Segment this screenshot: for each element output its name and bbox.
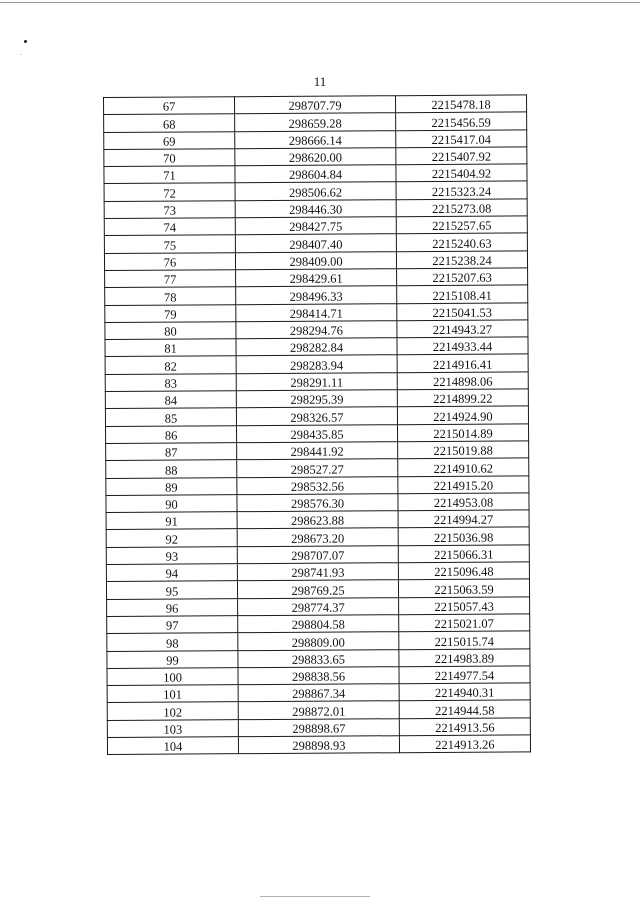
y-coordinate-cell: 2215014.89 bbox=[398, 424, 529, 442]
point-number-cell: 82 bbox=[105, 356, 236, 374]
table-row bbox=[104, 251, 527, 271]
table-row bbox=[107, 631, 530, 651]
table-row bbox=[107, 614, 530, 634]
table-row bbox=[107, 735, 530, 755]
y-coordinate-cell: 2215207.63 bbox=[397, 268, 528, 286]
x-coordinate-cell: 298898.67 bbox=[238, 718, 399, 736]
x-coordinate-cell: 298838.56 bbox=[238, 666, 399, 684]
point-number-cell: 69 bbox=[104, 131, 235, 149]
x-coordinate-cell: 298666.14 bbox=[235, 130, 396, 148]
y-coordinate-cell: 2215273.08 bbox=[396, 199, 527, 217]
x-coordinate-cell: 298741.93 bbox=[237, 563, 398, 581]
y-coordinate-cell: 2215240.63 bbox=[396, 233, 527, 251]
y-coordinate-cell: 2215257.65 bbox=[396, 216, 527, 234]
table-row bbox=[104, 199, 527, 219]
x-coordinate-cell: 298446.30 bbox=[235, 199, 396, 217]
point-number-cell: 78 bbox=[105, 287, 236, 305]
y-coordinate-cell: 2215404.92 bbox=[396, 164, 527, 182]
point-number-cell: 95 bbox=[106, 581, 237, 599]
y-coordinate-cell: 2214924.90 bbox=[397, 406, 528, 424]
point-number-cell: 67 bbox=[104, 97, 235, 115]
point-number-cell: 88 bbox=[106, 460, 237, 478]
table-row bbox=[104, 164, 527, 184]
table-row bbox=[105, 302, 528, 322]
y-coordinate-cell: 2214944.58 bbox=[399, 700, 530, 718]
x-coordinate-cell: 298707.07 bbox=[237, 545, 398, 563]
table-row bbox=[104, 216, 527, 236]
y-coordinate-cell: 2214940.31 bbox=[399, 683, 530, 701]
point-number-cell: 83 bbox=[105, 373, 236, 391]
x-coordinate-cell: 298496.33 bbox=[236, 286, 397, 304]
y-coordinate-cell: 2214915.20 bbox=[398, 475, 529, 493]
y-coordinate-cell: 2214916.41 bbox=[397, 354, 528, 372]
point-number-cell: 77 bbox=[105, 270, 236, 288]
y-coordinate-cell: 2215041.53 bbox=[397, 302, 528, 320]
x-coordinate-cell: 298620.00 bbox=[235, 148, 396, 166]
point-number-cell: 84 bbox=[105, 391, 236, 409]
y-coordinate-cell: 2214943.27 bbox=[397, 320, 528, 338]
y-coordinate-cell: 2215015.74 bbox=[399, 631, 530, 649]
point-number-cell: 68 bbox=[104, 114, 235, 132]
y-coordinate-cell: 2214977.54 bbox=[399, 666, 530, 684]
table-row bbox=[105, 268, 528, 288]
table-row bbox=[106, 510, 529, 530]
x-coordinate-cell: 298604.84 bbox=[235, 165, 396, 183]
x-coordinate-cell: 298673.20 bbox=[237, 528, 398, 546]
table-row bbox=[104, 95, 527, 115]
point-number-cell: 101 bbox=[107, 685, 238, 703]
y-coordinate-cell: 2215323.24 bbox=[396, 181, 527, 199]
table-row bbox=[106, 441, 529, 461]
x-coordinate-cell: 298707.79 bbox=[235, 96, 396, 114]
x-coordinate-cell: 298506.62 bbox=[235, 182, 396, 200]
point-number-cell: 104 bbox=[107, 737, 238, 755]
x-coordinate-cell: 298872.01 bbox=[238, 701, 399, 719]
y-coordinate-cell: 2214983.89 bbox=[399, 648, 530, 666]
x-coordinate-cell: 298435.85 bbox=[237, 424, 398, 442]
x-coordinate-cell: 298659.28 bbox=[235, 113, 396, 131]
y-coordinate-cell: 2215417.04 bbox=[396, 130, 527, 148]
point-number-cell: 96 bbox=[107, 598, 238, 616]
point-number-cell: 97 bbox=[107, 616, 238, 634]
y-coordinate-cell: 2215057.43 bbox=[399, 597, 530, 615]
point-number-cell: 100 bbox=[107, 667, 238, 685]
point-number-cell: 93 bbox=[106, 546, 237, 564]
x-coordinate-cell: 298414.71 bbox=[236, 303, 397, 321]
point-number-cell: 79 bbox=[105, 304, 236, 322]
table-row bbox=[105, 389, 528, 409]
y-coordinate-cell: 2215096.48 bbox=[398, 562, 529, 580]
table-row bbox=[107, 666, 530, 686]
table-row bbox=[105, 372, 528, 392]
table-row bbox=[106, 424, 529, 444]
point-number-cell: 75 bbox=[104, 235, 235, 253]
x-coordinate-cell: 298774.37 bbox=[238, 597, 399, 615]
y-coordinate-cell: 2214933.44 bbox=[397, 337, 528, 355]
table-row bbox=[105, 337, 528, 357]
point-number-cell: 98 bbox=[107, 633, 238, 651]
scan-bottom-edge bbox=[260, 896, 370, 897]
table-row bbox=[107, 597, 530, 617]
point-number-cell: 85 bbox=[105, 408, 236, 426]
table-row bbox=[105, 285, 528, 305]
x-coordinate-cell: 298623.88 bbox=[237, 511, 398, 529]
x-coordinate-cell: 298282.84 bbox=[236, 338, 397, 356]
y-coordinate-cell: 2214913.56 bbox=[399, 718, 530, 736]
y-coordinate-cell: 2215456.59 bbox=[396, 112, 527, 130]
table-row bbox=[107, 700, 530, 720]
table-row bbox=[106, 579, 529, 599]
y-coordinate-cell: 2215063.59 bbox=[398, 579, 529, 597]
point-number-cell: 73 bbox=[104, 200, 235, 218]
x-coordinate-cell: 298576.30 bbox=[237, 494, 398, 512]
scan-speck-dot bbox=[20, 54, 21, 55]
y-coordinate-cell: 2214899.22 bbox=[397, 389, 528, 407]
y-coordinate-cell: 2214953.08 bbox=[398, 493, 529, 511]
table-row bbox=[105, 406, 528, 426]
table-row bbox=[106, 545, 529, 565]
table-row bbox=[107, 718, 530, 738]
x-coordinate-cell: 298527.27 bbox=[237, 459, 398, 477]
point-number-cell: 74 bbox=[104, 218, 235, 236]
point-number-cell: 81 bbox=[105, 339, 236, 357]
coordinate-table bbox=[103, 94, 531, 755]
point-number-cell: 102 bbox=[107, 702, 238, 720]
point-number-cell: 72 bbox=[104, 183, 235, 201]
point-number-cell: 76 bbox=[104, 252, 235, 270]
y-coordinate-cell: 2215019.88 bbox=[398, 441, 529, 459]
table-row bbox=[106, 458, 529, 478]
point-number-cell: 86 bbox=[106, 425, 237, 443]
table-row bbox=[106, 475, 529, 495]
x-coordinate-cell: 298407.40 bbox=[235, 234, 396, 252]
point-number-cell: 91 bbox=[106, 512, 237, 530]
page-number: 11 bbox=[313, 74, 327, 89]
table-row bbox=[105, 320, 528, 340]
table-row bbox=[104, 112, 527, 132]
y-coordinate-cell: 2214898.06 bbox=[397, 372, 528, 390]
scan-top-edge bbox=[0, 2, 640, 3]
y-coordinate-cell: 2215021.07 bbox=[399, 614, 530, 632]
table-row bbox=[104, 130, 527, 150]
x-coordinate-cell: 298427.75 bbox=[235, 217, 396, 235]
table-row bbox=[107, 648, 530, 668]
table-row bbox=[106, 493, 529, 513]
y-coordinate-cell: 2215478.18 bbox=[395, 95, 526, 113]
x-coordinate-cell: 298769.25 bbox=[237, 580, 398, 598]
y-coordinate-cell: 2215407.92 bbox=[396, 147, 527, 165]
y-coordinate-cell: 2215036.98 bbox=[398, 527, 529, 545]
x-coordinate-cell: 298898.93 bbox=[238, 736, 399, 754]
x-coordinate-cell: 298441.92 bbox=[237, 442, 398, 460]
point-number-cell: 87 bbox=[106, 443, 237, 461]
table-row bbox=[106, 562, 529, 582]
y-coordinate-cell: 2214994.27 bbox=[398, 510, 529, 528]
x-coordinate-cell: 298283.94 bbox=[236, 355, 397, 373]
coordinate-table-body bbox=[104, 95, 531, 755]
table-row bbox=[104, 147, 527, 167]
y-coordinate-cell: 2214910.62 bbox=[398, 458, 529, 476]
x-coordinate-cell: 298295.39 bbox=[236, 390, 397, 408]
point-number-cell: 94 bbox=[106, 564, 237, 582]
x-coordinate-cell: 298291.11 bbox=[236, 372, 397, 390]
x-coordinate-cell: 298532.56 bbox=[237, 476, 398, 494]
point-number-cell: 99 bbox=[107, 650, 238, 668]
point-number-cell: 70 bbox=[104, 149, 235, 167]
scan-speck-dot bbox=[24, 40, 27, 43]
y-coordinate-cell: 2215066.31 bbox=[398, 545, 529, 563]
table-row bbox=[105, 354, 528, 374]
x-coordinate-cell: 298804.58 bbox=[238, 615, 399, 633]
table-row bbox=[107, 683, 530, 703]
y-coordinate-cell: 2215238.24 bbox=[396, 251, 527, 269]
x-coordinate-cell: 298429.61 bbox=[236, 269, 397, 287]
table-row bbox=[104, 181, 527, 201]
x-coordinate-cell: 298294.76 bbox=[236, 321, 397, 339]
point-number-cell: 103 bbox=[107, 719, 238, 737]
table-row bbox=[106, 527, 529, 547]
y-coordinate-cell: 2214913.26 bbox=[399, 735, 530, 753]
point-number-cell: 90 bbox=[106, 495, 237, 513]
point-number-cell: 71 bbox=[104, 166, 235, 184]
x-coordinate-cell: 298867.34 bbox=[238, 684, 399, 702]
x-coordinate-cell: 298409.00 bbox=[235, 251, 396, 269]
x-coordinate-cell: 298326.57 bbox=[236, 407, 397, 425]
x-coordinate-cell: 298809.00 bbox=[238, 632, 399, 650]
point-number-cell: 80 bbox=[105, 322, 236, 340]
y-coordinate-cell: 2215108.41 bbox=[397, 285, 528, 303]
table-row bbox=[104, 233, 527, 253]
point-number-cell: 92 bbox=[106, 529, 237, 547]
point-number-cell: 89 bbox=[106, 477, 237, 495]
x-coordinate-cell: 298833.65 bbox=[238, 649, 399, 667]
